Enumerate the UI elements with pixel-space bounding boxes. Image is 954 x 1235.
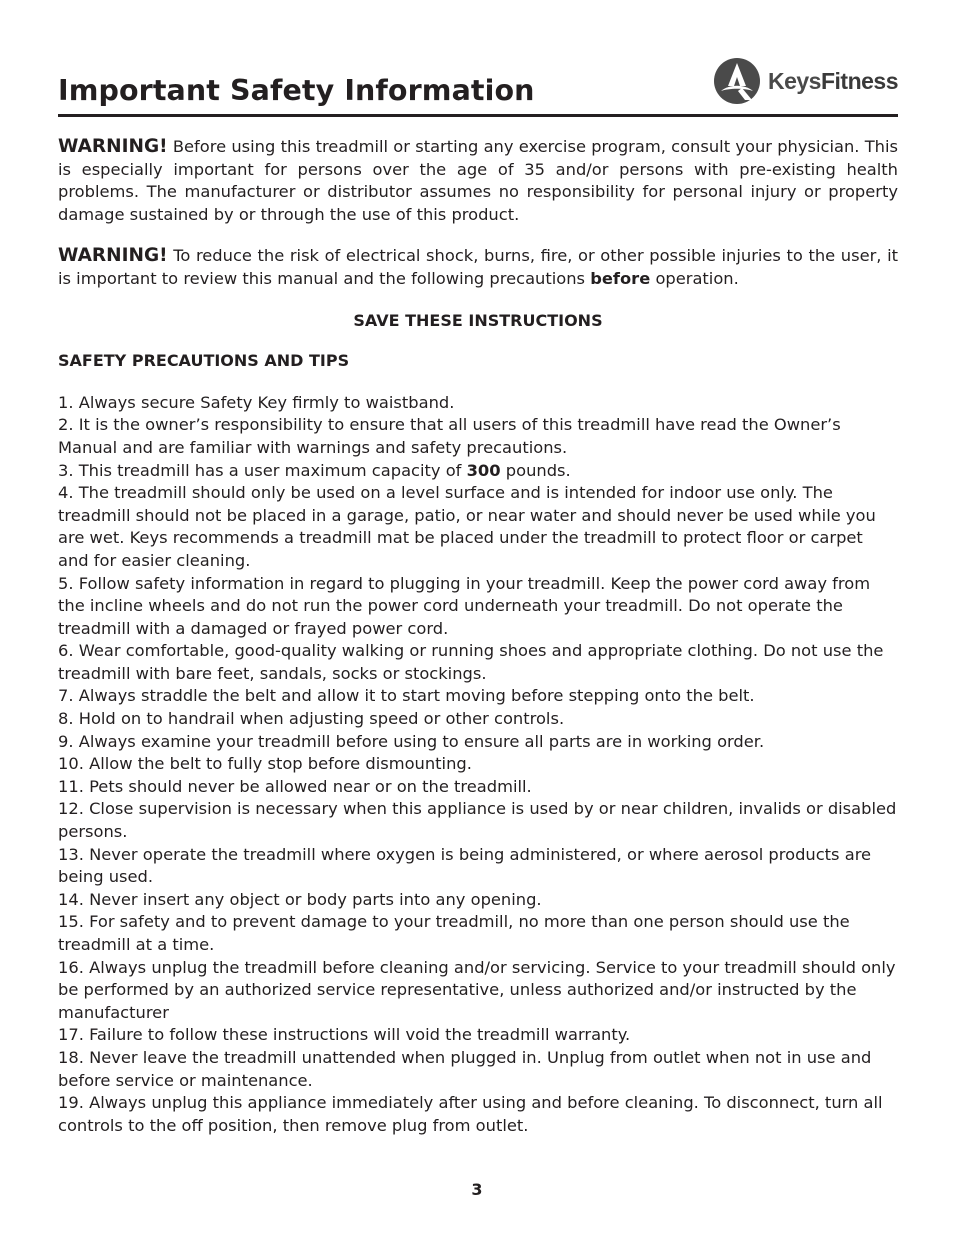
warning-text-end: operation. <box>650 268 739 288</box>
warning-emphasis: before <box>590 268 651 288</box>
list-item: 11. Pets should never be allowed near or on the treadmill. <box>58 776 532 796</box>
warning-text: To reduce the risk of electrical shock, burns, fire, or other possible injuries to the user, it is important to review this manual and the following precautions <box>58 246 898 288</box>
list-item: 13. Never operate the treadmill where oxygen is being administered, or where aerosol products are being used. <box>58 844 872 887</box>
list-item: 8. Hold on to handrail when adjusting speed or other controls. <box>58 709 565 729</box>
list-item: 18. Never leave the treadmill unattended when plugged in. Unplug from outlet when not in use and before service or maintenance. <box>58 1047 872 1090</box>
page-number: 3 <box>471 1180 483 1199</box>
list-item: 12. Close supervision is necessary when this appliance is used by or near children, invalids or disabled persons. <box>58 799 897 842</box>
logo-text-fitness: Fitness <box>820 67 898 94</box>
list-item: 6. Wear comfortable, good-quality walking or running shoes and appropriate clothing. Do not use the treadmill with bare feet, sandals, socks or stockings. <box>58 641 884 683</box>
list-item: 1. Always secure Safety Key firmly to waistband. <box>58 392 455 412</box>
list-item: 9. Always examine your treadmill before using to ensure all parts are in working order. <box>58 731 765 751</box>
keys-fitness-logo-icon <box>712 56 762 106</box>
warning-paragraph-1 <box>58 136 898 226</box>
logo-wordmark <box>768 68 898 95</box>
list-item: 16. Always unplug the treadmill before cleaning and/or servicing. Service to your treadmill should only be performed by an authorized service representative, unless authorized and/or instructed by the manufacturer <box>58 957 896 1022</box>
brand-logo <box>694 54 898 108</box>
capacity-value: 300 <box>466 460 501 480</box>
warning-text: Before using this treadmill or starting any exercise program, consult your physician. This is especially important for persons over the age of 35 and/or persons with pre-existing health problems. The manufacturer or distributor assumes no responsibility for personal injury or property damage sustained by or through the use of this product. <box>58 137 898 224</box>
warning-paragraph-2 <box>58 245 898 290</box>
list-item: 7. Always straddle the belt and allow it to start moving before stepping onto the belt. <box>58 686 755 706</box>
page-content <box>58 136 898 1137</box>
list-item: 14. Never insert any object or body parts into any opening. <box>58 889 542 909</box>
page-title: Important Safety Information <box>58 74 535 107</box>
safety-list <box>58 392 898 1138</box>
list-item <box>58 460 898 483</box>
list-item-text: 3. This treadmill has a user maximum capacity of <box>58 460 467 480</box>
logo-text-keys: Keys <box>767 67 821 94</box>
section-heading: SAFETY PRECAUTIONS AND TIPS <box>58 351 350 371</box>
warning-label: WARNING! <box>58 136 168 157</box>
list-item: 15. For safety and to prevent damage to your treadmill, no more than one person should use the treadmill at a time. <box>58 912 850 954</box>
list-item: 17. Failure to follow these instructions will void the treadmill warranty. <box>58 1025 631 1045</box>
list-item: 4. The treadmill should only be used on a level surface and is intended for indoor use only. The treadmill should not be placed in a garage, patio, or near water and should never be used while you are wet. Keys recommends a treadmill mat be placed under the treadmill to protect floor or carpet and for easier cleaning. <box>58 483 876 570</box>
page-header <box>58 52 898 117</box>
list-item-text-end: pounds. <box>500 460 571 480</box>
warning-label: WARNING! <box>58 245 168 267</box>
list-item: 5. Follow safety information in regard to plugging in your treadmill. Keep the power cord away from the incline wheels and do not run the power cord underneath your treadmill. Do not operate the treadmill with a damaged or frayed power cord. <box>58 573 871 638</box>
list-item: 19. Always unplug this appliance immediately after using and before cleaning. To disconnect, turn all controls to the off position, then remove plug from outlet. <box>58 1093 883 1135</box>
save-instructions-heading: SAVE THESE INSTRUCTIONS <box>353 310 603 330</box>
list-item: 2. It is the owner’s responsibility to ensure that all users of this treadmill have read the Owner’s Manual and are familiar with warnings and safety precautions. <box>58 415 841 457</box>
list-item: 10. Allow the belt to fully stop before dismounting. <box>58 754 472 774</box>
